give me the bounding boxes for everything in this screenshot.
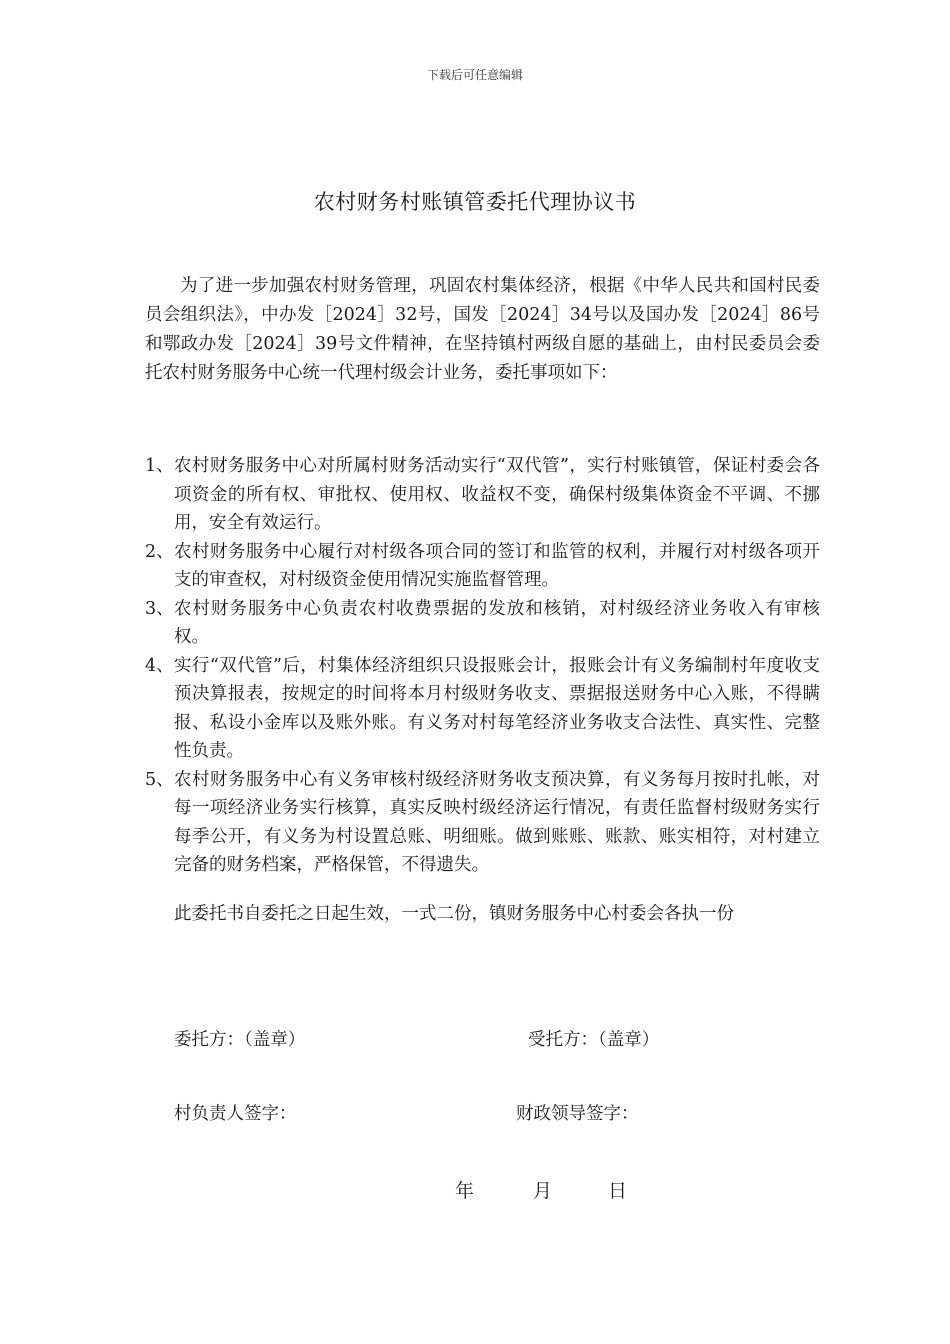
clause-number: 1、 (145, 456, 174, 476)
clause-text: 农村财务服务中心对所属村财务活动实行“双代管”，实行村账镇管，保证村委会各项资金的所有权、审批权、使用权、收益权不变，确保村级集体资金不平调、不挪用，安全有效运行。 (174, 456, 820, 533)
clause-item (145, 595, 820, 652)
date-year-label: 年 (455, 1180, 475, 1202)
clause-text: 农村财务服务中心履行对村级各项合同的签订和监管的权利，并履行对村级各项开支的审查权，对村级资金使用情况实施监督管理。 (174, 541, 820, 590)
intro-paragraph: 为了进一步加强农村财务管理，巩固农村集体经济，根据《中华人民共和国村民委员会组织法》，中办发［2024］32号，国发［2024］34号以及国办发［2024］86号和鄂政办发［2024］39号文件精神，在坚持镇村两级自愿的基础上，由村民委员会委托农村财务服务中心统一代理村级会计业务，委托事项如下： (145, 276, 820, 383)
principal-seal-label: 委托方：（盖章） (174, 1030, 306, 1050)
document-title: 农村财务村账镇管委托代理协议书 (313, 190, 637, 214)
village-head-signature-label: 村负责人签字： (174, 1104, 297, 1124)
finance-leader-signature-label: 财政领导签字： (516, 1104, 639, 1124)
clause-item (145, 452, 820, 538)
clause-text: 农村财务服务中心负责农村收费票据的发放和核销，对村级经济业务收入有审核权。 (174, 598, 820, 647)
closing-statement: 此委托书自委托之日起生效，一式二份，镇财务服务中心村委会各执一份 (174, 904, 734, 924)
clause-item (145, 652, 820, 766)
clause-number: 4、 (145, 655, 174, 676)
clause-item (145, 766, 820, 880)
clause-number: 5、 (145, 769, 174, 790)
header-note: 下载后可任意编辑 (426, 68, 523, 82)
clause-number: 2、 (145, 541, 174, 562)
clause-number: 3、 (145, 598, 174, 619)
clause-list (145, 452, 820, 880)
date-day-label: 日 (608, 1180, 628, 1202)
clause-item (145, 538, 820, 595)
clause-text: 实行“双代管”后，村集体经济组织只设报账会计，报账会计有义务编制村年度收支预决算报表，按规定的时间将本月村级财务收支、票据报送财务中心入账，不得瞒报、私设小金库以及账外账。有义务对村每笔经济业务收支合法性、真实性、完整性负责。 (174, 655, 820, 761)
clause-text: 农村财务服务中心有义务审核村级经济财务收支预决算，有义务每月按时扎帐，对每一项经济业务实行核算，真实反映村级经济运行情况，有责任监督村级财务实行每季公开，有义务为村设置总账、明细账。做到账账、账款、账实相符，对村建立完备的财务档案，严格保管，不得遗失。 (174, 769, 820, 875)
agent-seal-label: 受托方：（盖章） (528, 1030, 660, 1050)
date-month-label: 月 (533, 1180, 553, 1202)
